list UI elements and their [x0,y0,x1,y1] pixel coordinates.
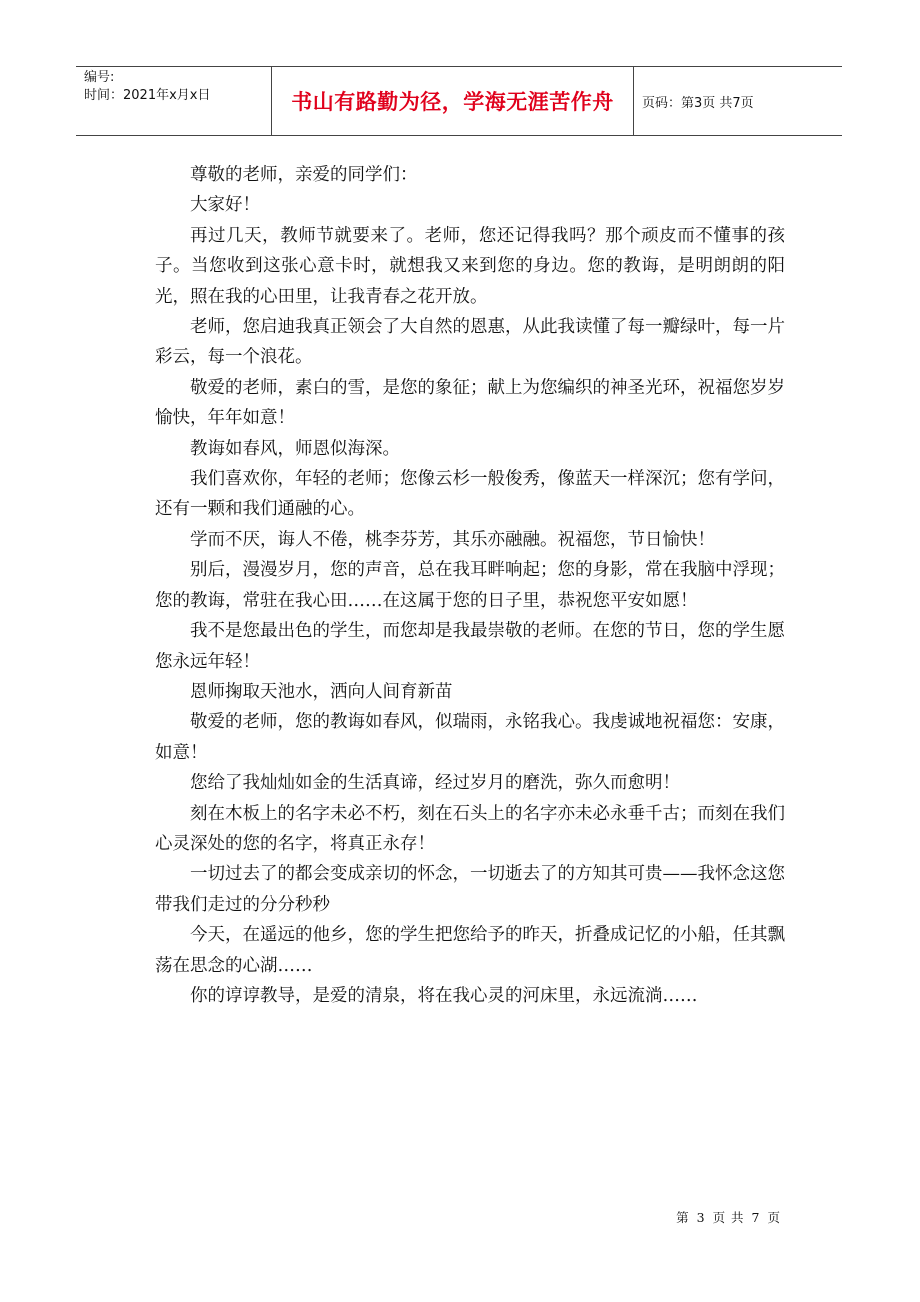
header-meta-cell [76,67,272,135]
paragraph: 别后，漫漫岁月，您的声音，总在我耳畔响起；您的身影，常在我脑中浮现；您的教诲，常驻在我心田……在这属于您的日子里，恭祝您平安如愿！ [155,560,785,611]
header-motto-cell [272,67,634,135]
paragraph: 敬爱的老师，素白的雪，是您的象征；献上为您编织的神圣光环，祝福您岁岁愉快，年年如意！ [155,377,785,429]
footer-page-suffix: 页 [767,1210,781,1225]
footer-page-mid: 页 共 [712,1210,745,1225]
header-page-label: 页码：第3页 共7页 [642,95,754,111]
paragraph: 你的谆谆教导，是爱的清泉，将在我心灵的河床里，永远流淌…… [190,985,698,1006]
paragraph: 一切过去了的都会变成亲切的怀念，一切逝去了的方知其可贵——我怀念这您带我们走过的分分秒秒 [155,864,785,915]
footer-page-prefix: 第 [676,1210,690,1225]
paragraph: 教诲如春风，师恩似海深。 [190,438,400,459]
paragraph: 我们喜欢你，年轻的老师；您像云杉一般俊秀，像蓝天一样深沉；您有学问，还有一颗和我们通融的心。 [155,469,785,520]
header-page-cell [634,67,842,135]
paragraph: 恩师掬取天池水，洒向人间育新苗 [190,681,453,702]
greeting: 大家好！ [190,195,260,216]
footer-page-current: 3 [696,1210,706,1225]
page-footer [675,1208,782,1226]
document-body [155,160,785,1011]
paragraph: 敬爱的老师，您的教诲如春风，似瑞雨，永铭我心。我虔诚地祝福您：安康，如意！ [155,712,785,763]
document-time-label: 时间：2021年x月x日 [84,88,211,103]
paragraph: 刻在木板上的名字未必不朽，刻在石头上的名字亦未必永垂千古；而刻在我们心灵深处的您的名字，将真正永存！ [155,803,785,854]
paragraph: 我不是您最出色的学生，而您却是我最崇敬的老师。在您的节日，您的学生愿您永远年轻！ [155,621,785,672]
paragraph: 今天，在遥远的他乡，您的学生把您给予的昨天，折叠成记忆的小船，任其飘荡在思念的心湖…… [155,925,785,976]
page-header [76,66,842,136]
salutation: 尊敬的老师，亲爱的同学们： [190,165,418,185]
footer-page-total: 7 [751,1210,761,1225]
paragraph: 学而不厌，诲人不倦，桃李芬芳，其乐亦融融。祝福您，节日愉快！ [190,529,715,550]
paragraph: 再过几天，教师节就要来了。老师，您还记得我吗？那个顽皮而不懂事的孩子。当您收到这张心意卡时，就想我又来到您的身边。您的教诲，是明朗朗的阳光，照在我的心田里，让我青春之花开放。 [155,225,785,307]
paragraph: 老师，您启迪我真正领会了大自然的恩惠，从此我读懂了每一瓣绿叶，每一片彩云，每一个浪花。 [155,317,785,368]
header-motto: 书山有路勤为径，学海无涯苦作舟 [291,90,614,114]
document-number-label: 编号: [84,70,115,85]
paragraph: 您给了我灿灿如金的生活真谛，经过岁月的磨洗，弥久而愈明！ [190,773,680,794]
